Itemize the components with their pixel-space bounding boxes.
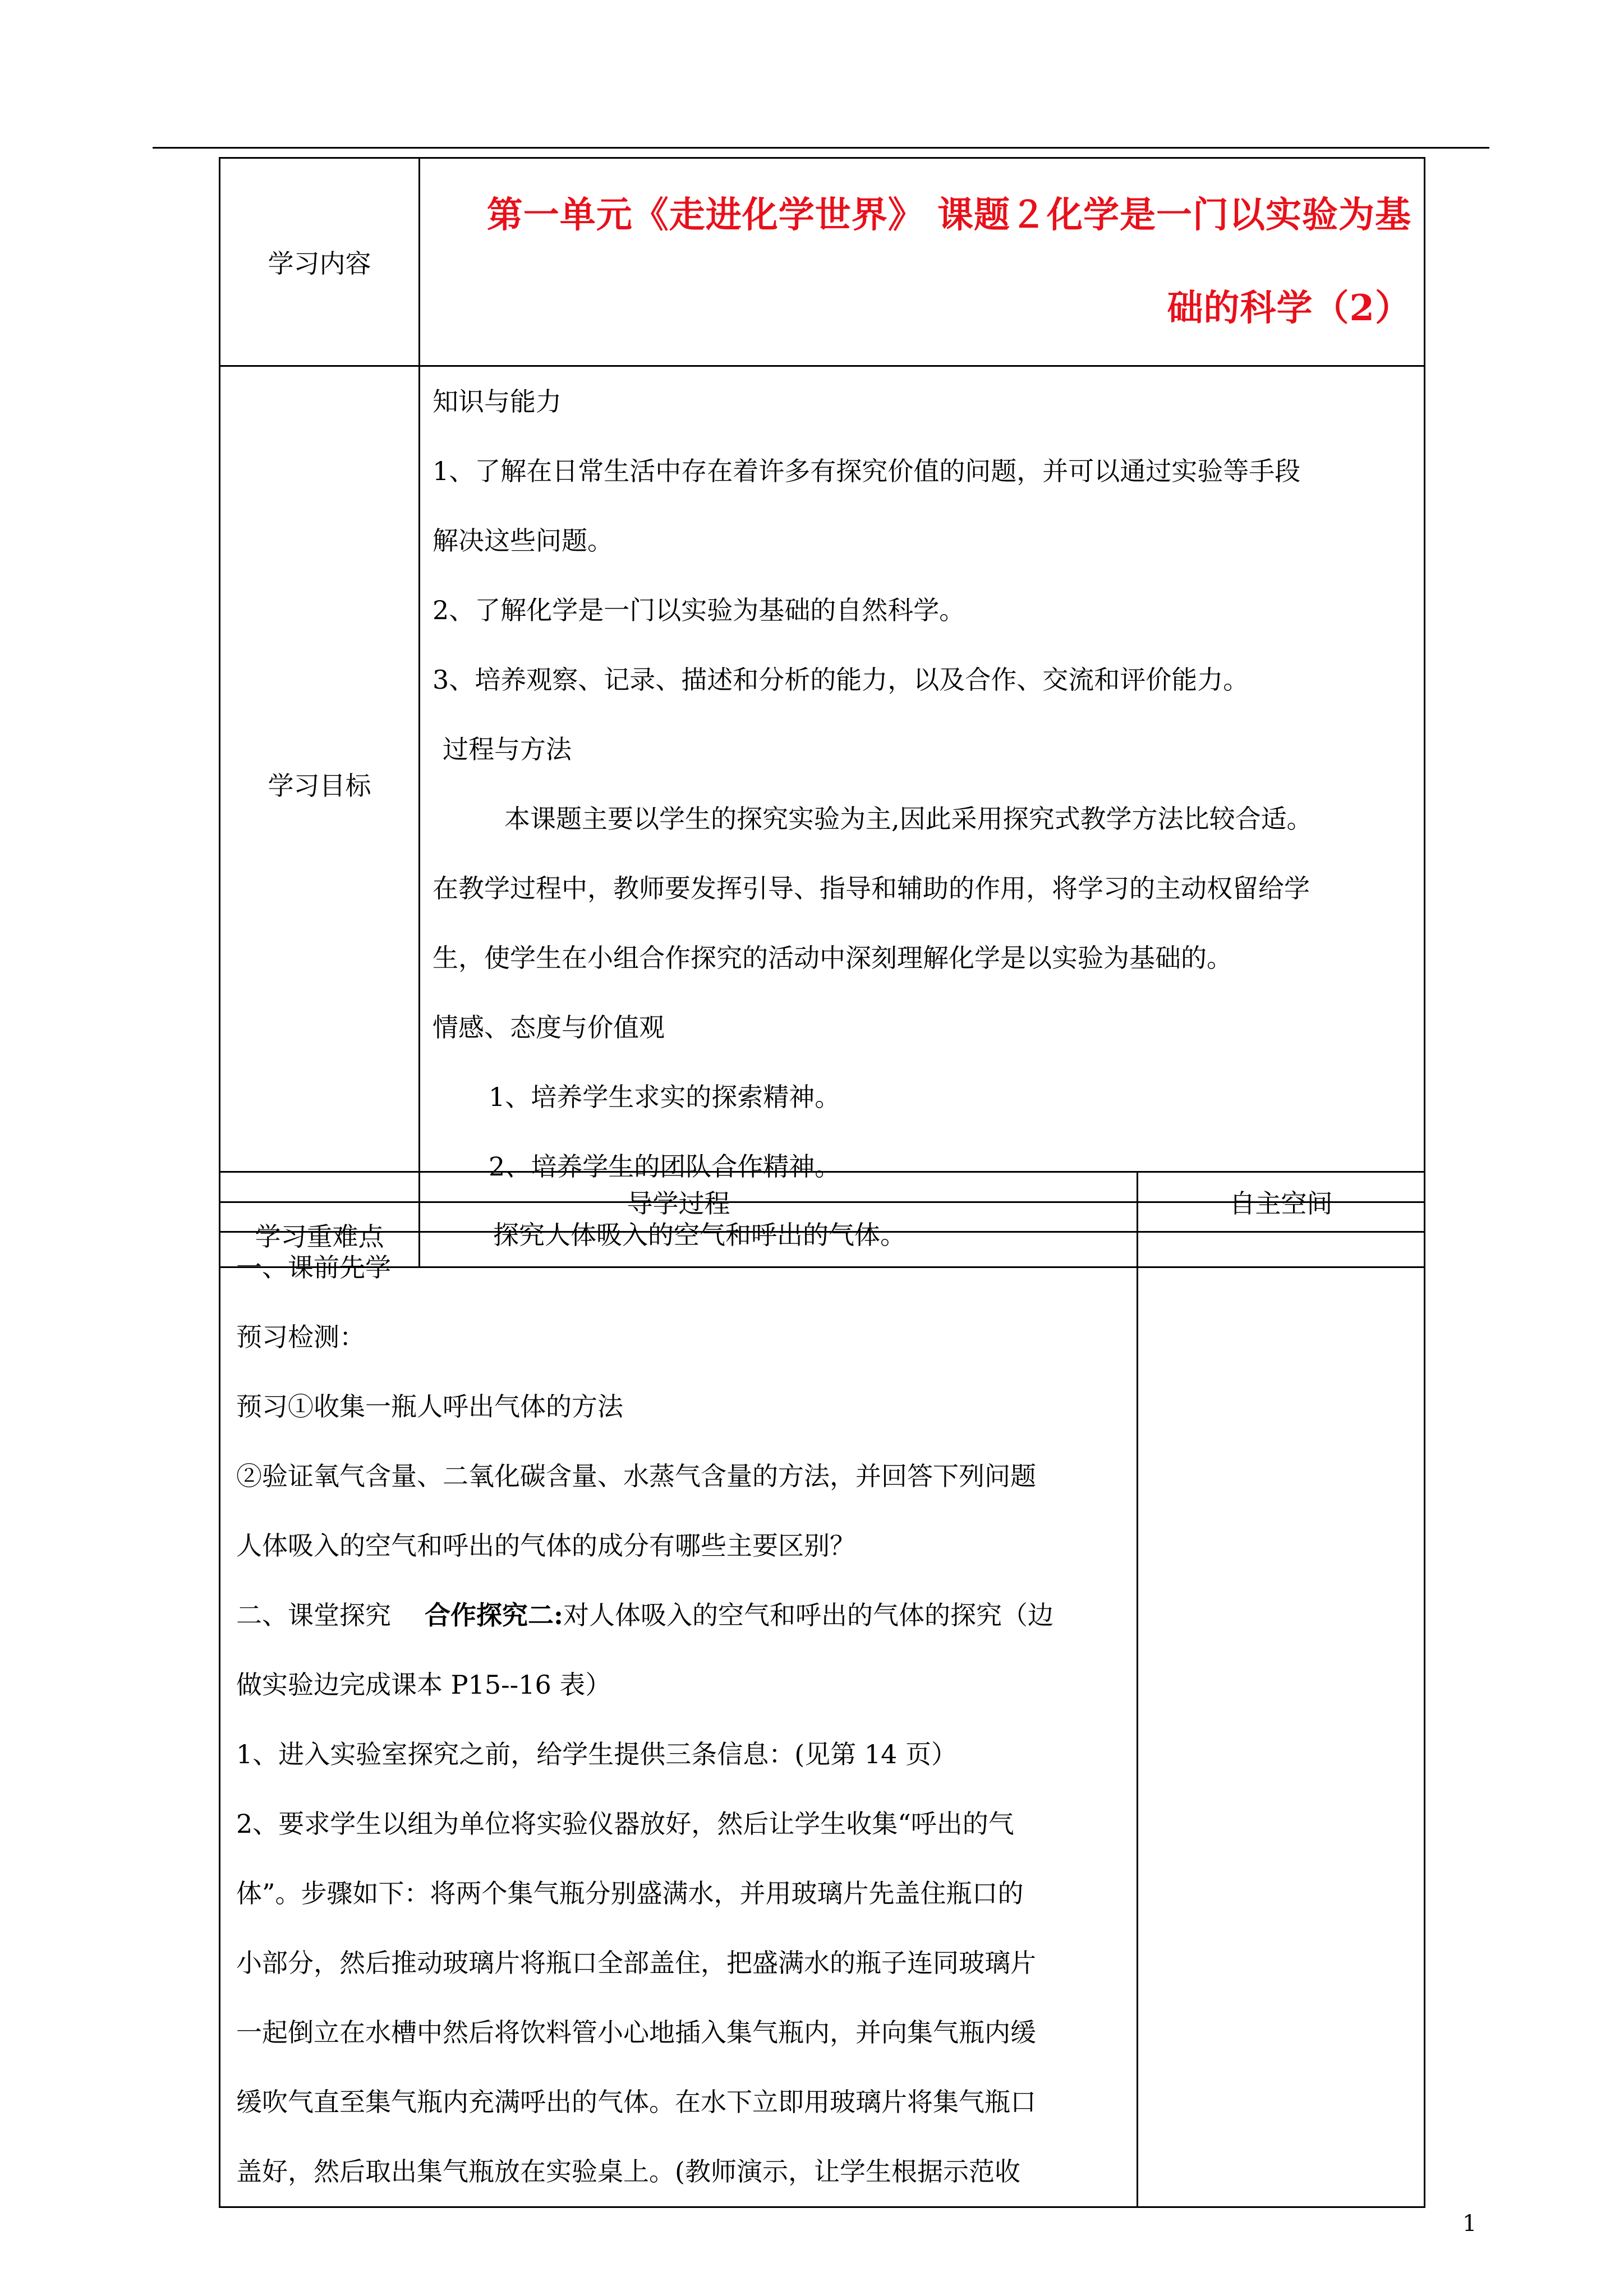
objective-line: 本课题主要以学生的探究实验为主,因此采用探究式教学方法比较合适。 xyxy=(504,804,1313,834)
objective-line: 生，使学生在小组合作探究的活动中深刻理解化学是以实验为基础的。 xyxy=(433,943,1232,973)
explore-rest: 对人体吸入的空气和呼出的气体的探究（边 xyxy=(563,1600,1053,1630)
guide-process-header: 导学过程 xyxy=(220,1172,1138,1232)
objective-line: 1、了解在日常生活中存在着许多有探究价值的问题，并可以通过实验等手段 xyxy=(433,456,1301,486)
guide-line: 小部分，然后推动玻璃片将瓶口全部盖住，把盛满水的瓶子连同玻璃片 xyxy=(236,1948,1036,1978)
objectives-row xyxy=(220,366,1425,1202)
guide-process-content xyxy=(220,1232,1138,2207)
guide-line: 预习检测： xyxy=(236,1322,365,1352)
focus-label: 学习重难点 xyxy=(220,1202,420,1267)
guide-line: 体”。步骤如下：将两个集气瓶分别盛满水，并用玻璃片先盖住瓶口的 xyxy=(236,1878,1024,1908)
focus-text: 探究人体吸入的空气和呼出的气体。 xyxy=(420,1202,1425,1267)
lesson-title-line1: 第一单元《走进化学世界》 课题２化学是一门以实验为基 xyxy=(486,194,1411,236)
content-row xyxy=(220,158,1425,366)
guided-body-row xyxy=(220,1232,1425,2207)
guide-line: 2、要求学生以组为单位将实验仪器放好，然后让学生收集“呼出的气 xyxy=(236,1809,1014,1839)
explore-prefix: 二、课堂探究 xyxy=(236,1600,391,1630)
objective-line: 3、培养观察、记录、描述和分析的能力，以及合作、交流和评价能力。 xyxy=(433,665,1249,695)
lesson-title-cell xyxy=(420,158,1425,366)
self-space-content xyxy=(1138,1232,1425,2207)
objectives-text xyxy=(420,366,1425,1202)
page-number: 1 xyxy=(1462,2211,1477,2237)
guide-line: 人体吸入的空气和呼出的气体的成分有哪些主要区别？ xyxy=(236,1530,855,1561)
self-space-header: 自主空间 xyxy=(1138,1172,1425,1232)
guide-line: 一、课前先学 xyxy=(236,1252,391,1283)
objective-line: 1、培养学生求实的探索精神。 xyxy=(489,1082,841,1112)
guided-header-row xyxy=(220,1172,1425,1232)
header-rule xyxy=(153,147,1489,149)
guided-learning-table xyxy=(219,1171,1425,2208)
explore-bold: 合作探究二: xyxy=(425,1600,563,1630)
guide-line: ②验证氧气含量、二氧化碳含量、水蒸气含量的方法，并回答下列问题 xyxy=(236,1461,1036,1491)
guide-line: 做实验边完成课本 P15--16 表） xyxy=(236,1670,611,1700)
guide-line: 一起倒立在水槽中然后将饮料管小心地插入集气瓶内，并向集气瓶内缓 xyxy=(236,2017,1036,2048)
explore-line xyxy=(236,1580,1133,1650)
guide-line: 盖好，然后取出集气瓶放在实验桌上。(教师演示，让学生根据示范收 xyxy=(236,2156,1020,2187)
guide-line: 缓吹气直至集气瓶内充满呼出的气体。在水下立即用玻璃片将集气瓶口 xyxy=(236,2087,1036,2117)
objectives-label: 学习目标 xyxy=(220,366,420,1202)
objective-heading: 过程与方法 xyxy=(443,734,572,764)
objective-line: 知识与能力 xyxy=(433,386,562,417)
objective-line: 2、了解化学是一门以实验为基础的自然科学。 xyxy=(433,595,965,625)
objective-line: 在教学过程中，教师要发挥引导、指导和辅助的作用，将学习的主动权留给学 xyxy=(433,873,1310,903)
objective-line: 解决这些问题。 xyxy=(433,525,613,556)
content-label: 学习内容 xyxy=(220,158,420,366)
objective-heading: 情感、态度与价值观 xyxy=(433,1012,665,1043)
guide-line: 1、进入实验室探究之前，给学生提供三条信息：(见第 14 页） xyxy=(236,1739,957,1769)
lesson-info-table xyxy=(219,157,1425,1268)
objective-line: 2、培养学生的团队合作精神。 xyxy=(489,1151,841,1182)
lesson-title-line2: 础的科学（2） xyxy=(1167,287,1411,329)
guide-line: 预习①收集一瓶人呼出气体的方法 xyxy=(236,1391,623,1422)
